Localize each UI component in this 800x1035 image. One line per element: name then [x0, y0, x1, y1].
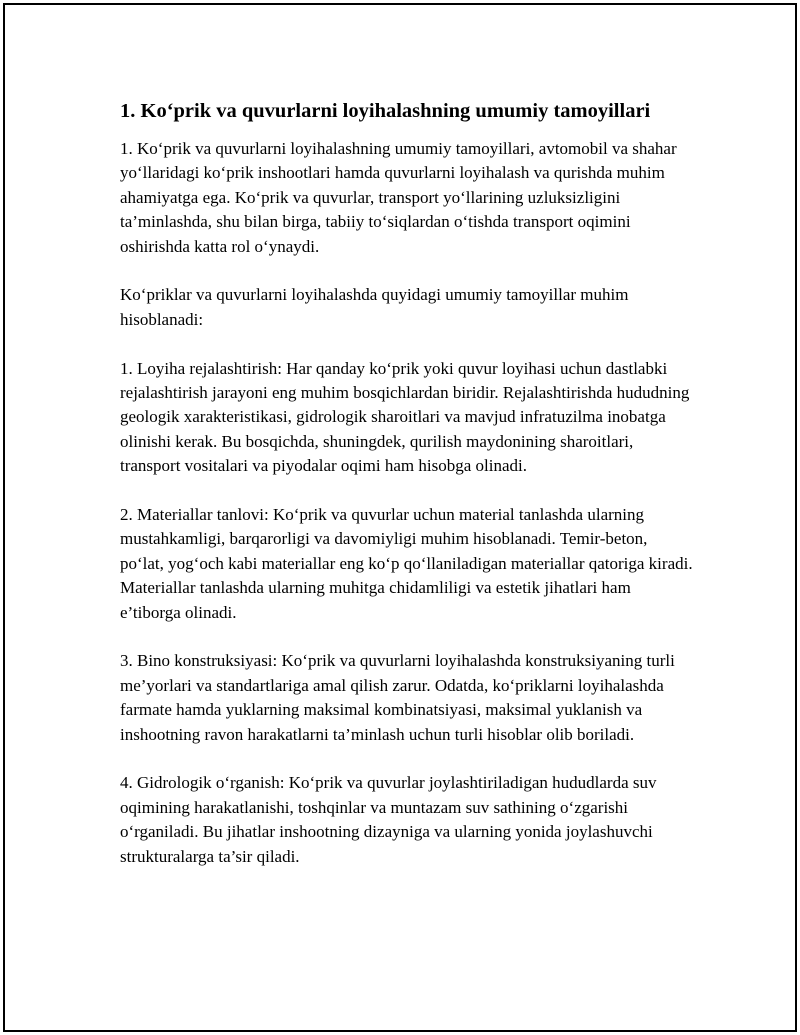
document-body — [120, 97, 695, 894]
paragraph-material-selection: 2. Materiallar tanlovi: Ko‘prik va quvurlar uchun material tanlashda ularning mustahkamligi, barqarorligi va davomiyligi muhim hisoblanadi. Temir-beton, po‘lat, yog‘och kabi materiallar eng ko‘p qo‘llaniladigan materiallar qatoriga kiradi. Materiallar tanlashda ularning muhitga chidamliligi va estetik jihatlari ham e’tiborga olinadi. — [120, 505, 693, 622]
page-border — [3, 3, 797, 1032]
paragraph-project-planning: 1. Loyiha rejalashtirish: Har qanday ko‘prik yoki quvur loyihasi uchun dastlabki rejalashtirish jarayoni eng muhim bosqichlardan biridir. Rejalashtirishda hududning geologik xarakteristikasi, gidrologik sharoitlari va mavjud infratuzilma inobatga olinishi kerak. Bu bosqichda, shuningdek, qurilish maydonining sharoitlari, transport vositalari va piyodalar oqimi ham hisobga olinadi. — [120, 358, 690, 476]
paragraph-intro: 1. Ko‘prik va quvurlarni loyihalashning umumiy tamoyillari, avtomobil va shahar yo‘llaridagi ko‘prik inshootlari hamda quvurlarni loyihalash va qurishda muhim ahamiyatga ega. Ko‘prik va quvurlar, transport yo‘llarining uzluksizligini ta’minlashda, shu bilan birga, tabiiy to‘siqlardan o‘tishda transport oqimini oshirishda katta rol o‘ynaydi. — [120, 139, 677, 256]
paragraph-construction: 3. Bino konstruksiyasi: Ko‘prik va quvurlarni loyihalashda konstruksiyaning turli me’yorlari va standartlariga amal qilish zarur. Odatda, ko‘priklarni loyihalashda farmate hamda yuklarning maksimal kombinatsiyasi, maksimal yuklanish va inshootning ravon harakatlarni ta’minlash uchun turli hisoblar olib boriladi. — [120, 651, 675, 744]
paragraph-hydrology: 4. Gidrologik o‘rganish: Ko‘prik va quvurlar joylashtiriladigan hududlarda suv oqimining harakatlanishi, toshqinlar va muntazam suv sathining o‘zgarishi o‘rganiladi. Bu jihatlar inshootning dizayniga va ularning yonida joylashuvchi strukturalarga ta’sir qiladi. — [120, 773, 657, 866]
document-title: 1. Ko‘prik va quvurlarni loyihalashning umumiy tamoyillari — [120, 100, 651, 122]
paragraph-principles-lead: Ko‘priklar va quvurlarni loyihalashda quyidagi umumiy tamoyillar muhim hisoblanadi: — [120, 285, 629, 329]
